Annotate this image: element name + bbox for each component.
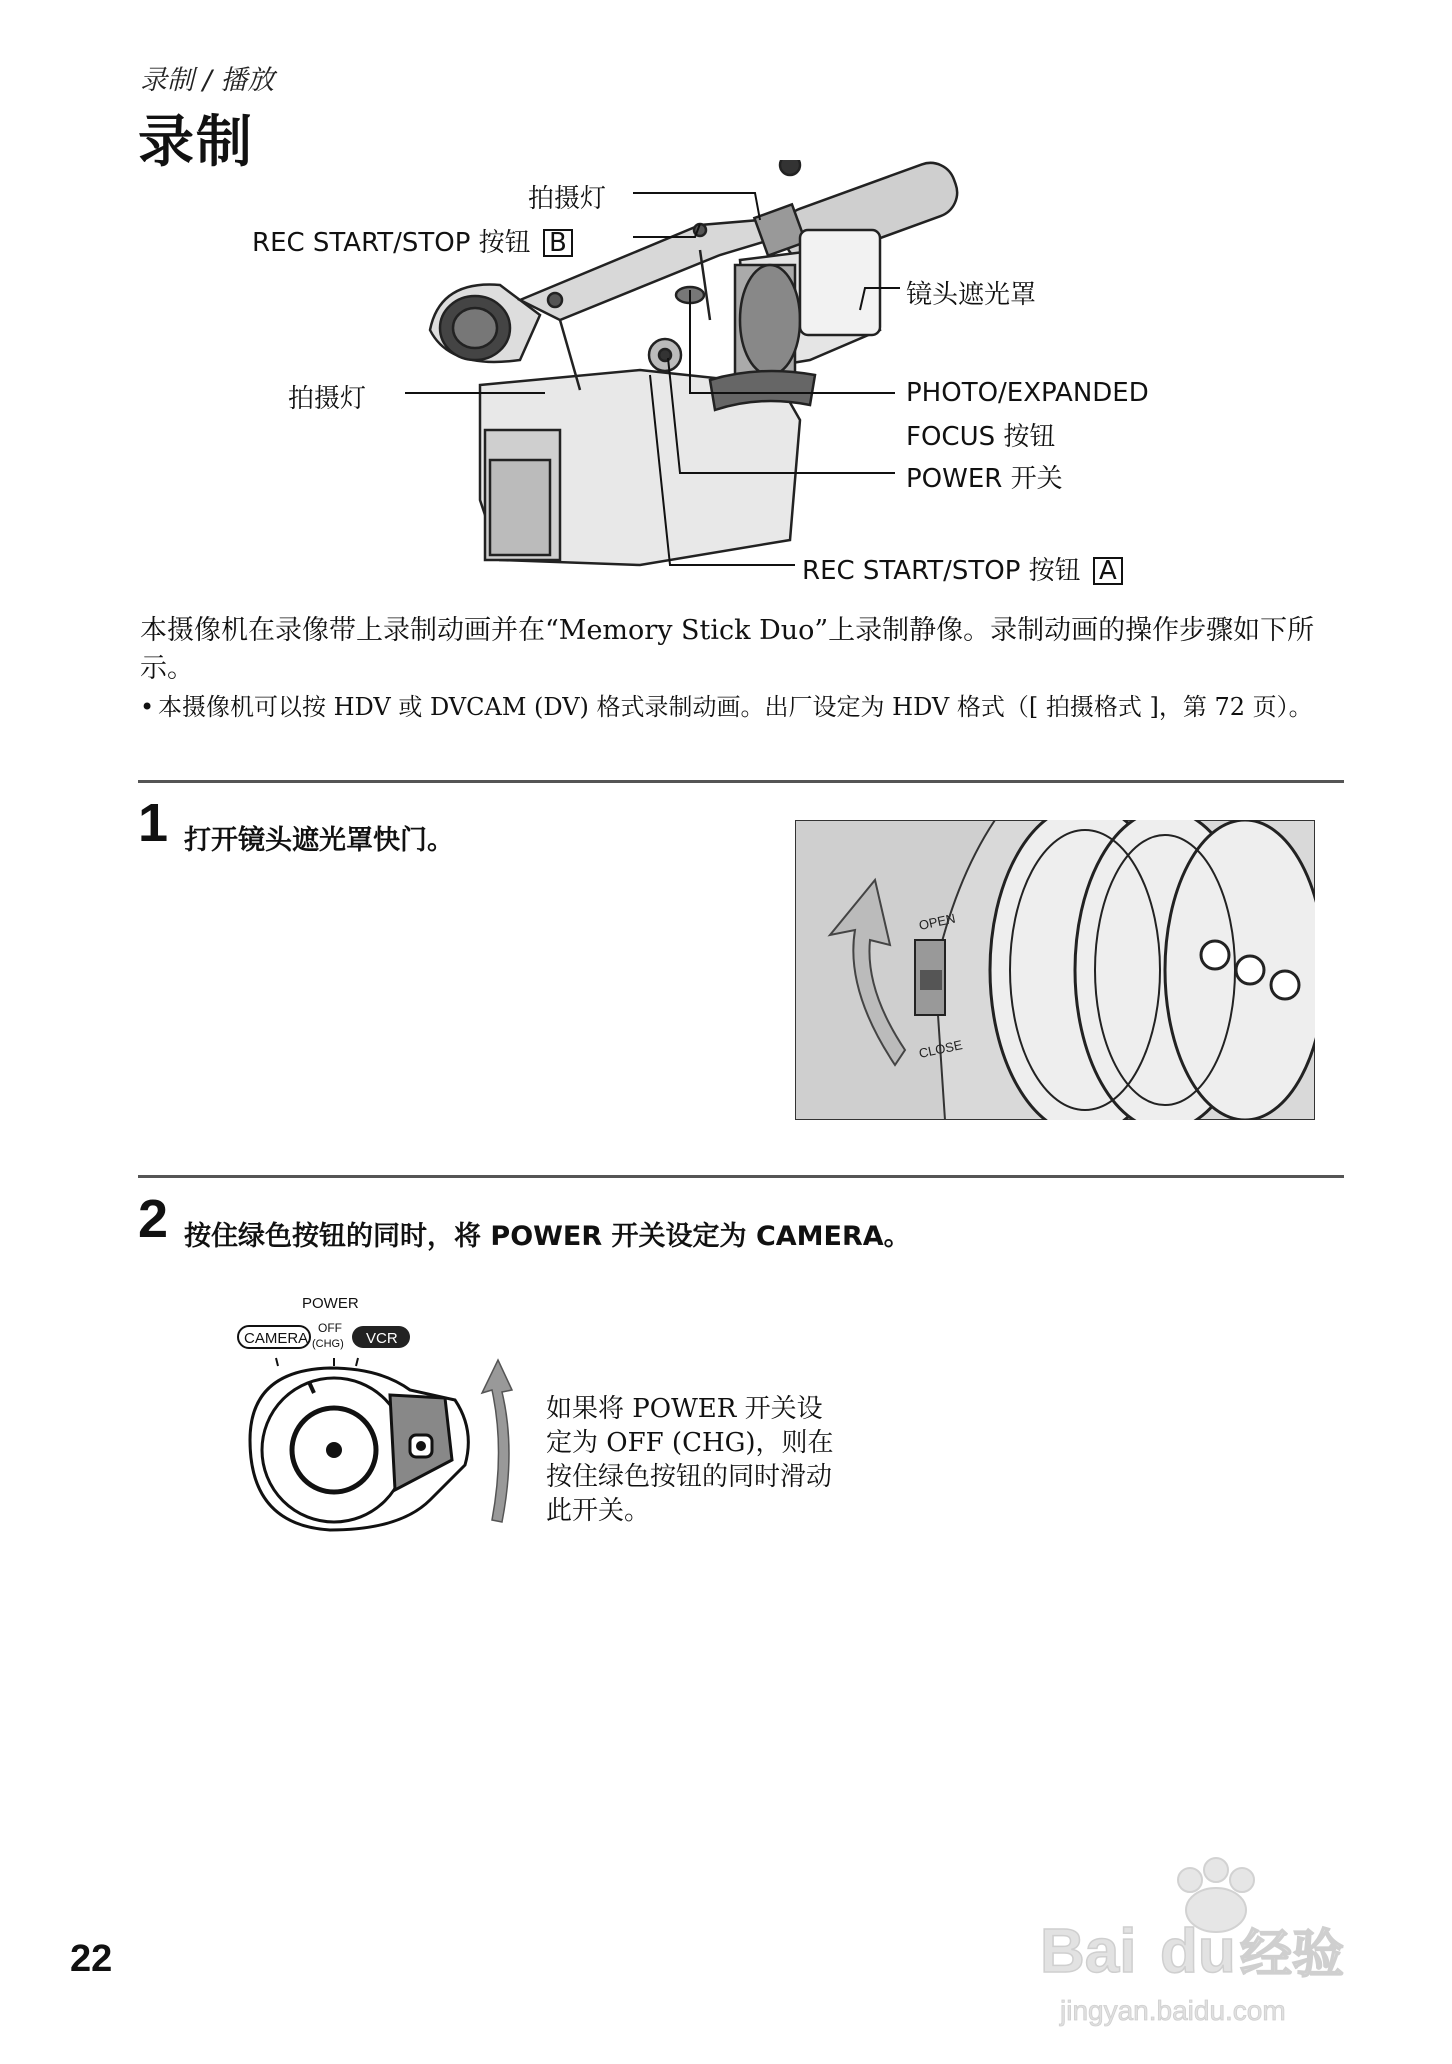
watermark-brand2: du [1160, 1917, 1236, 1986]
label-photo-expanded-line2: FOCUS 按钮 [906, 422, 1056, 452]
divider-step-2 [138, 1175, 1344, 1178]
label-rec-start-stop-b-text: REC START/STOP 按钮 [252, 228, 531, 258]
label-power: POWER [302, 1295, 359, 1312]
baidu-watermark [1030, 1852, 1360, 2032]
label-chg: (CHG) [312, 1338, 344, 1350]
camera-illustration [430, 160, 964, 565]
intro-paragraph: 本摄像机在录像带上录制动画并在“Memory Stick Duo”上录制静像。录制动画的操作步骤如下所示。 [140, 615, 1315, 684]
label-power-switch: POWER 开关 [906, 464, 1063, 494]
step-1-number: 1 [138, 793, 169, 853]
step-2-number: 2 [138, 1189, 169, 1249]
intro-bullet [140, 690, 1350, 725]
intro-bullet-text: 本摄像机可以按 HDV 或 DVCAM (DV) 格式录制动画。出厂设定为 HDV 格式（[ 拍摄格式 ]，第 72 页）。 [158, 693, 1313, 721]
page-number: 22 [70, 1938, 113, 1980]
badge-a: A [1093, 557, 1123, 585]
label-vcr: VCR [366, 1330, 398, 1347]
label-rec-start-stop-b [252, 222, 573, 259]
divider-step-1 [138, 780, 1344, 783]
label-camera: CAMERA [244, 1330, 309, 1347]
label-rec-start-stop-a [802, 550, 1123, 587]
label-photo-expanded-line1: PHOTO/EXPANDED [906, 378, 1149, 408]
label-close: CLOSE [917, 1037, 964, 1061]
label-rec-lamp-top: 拍摄灯 [528, 184, 607, 214]
label-open: OPEN [917, 910, 957, 933]
label-rec-start-stop-a-text: REC START/STOP 按钮 [802, 556, 1081, 586]
label-rec-lamp-left: 拍摄灯 [288, 384, 367, 414]
watermark-url: jingyan.baidu.com [1060, 1995, 1286, 2026]
section-label: 录制 / 播放 [140, 65, 275, 96]
baidu-logo [1030, 1852, 1360, 2032]
watermark-brand: Bai [1040, 1917, 1137, 1986]
bullet-dot: • [140, 693, 155, 721]
badge-b: B [543, 229, 573, 257]
page-title: 录制 [138, 110, 254, 175]
label-off: OFF [318, 1321, 342, 1335]
watermark-brand3: 经验 [1240, 1926, 1345, 1984]
step-2-text: 按住绿色按钮的同时，将 POWER 开关设定为 CAMERA。 [184, 1221, 911, 1252]
step-1-text: 打开镜头遮光罩快门。 [184, 825, 454, 856]
label-lens-hood: 镜头遮光罩 [906, 280, 1037, 310]
step-2-note: 如果将 POWER 开关设定为 OFF (CHG)，则在按住绿色按钮的同时滑动此开关。 [546, 1394, 834, 1526]
lens-shutter-figure [795, 820, 1315, 1120]
power-switch-figure [230, 1290, 530, 1550]
camera-diagram [0, 160, 1452, 600]
